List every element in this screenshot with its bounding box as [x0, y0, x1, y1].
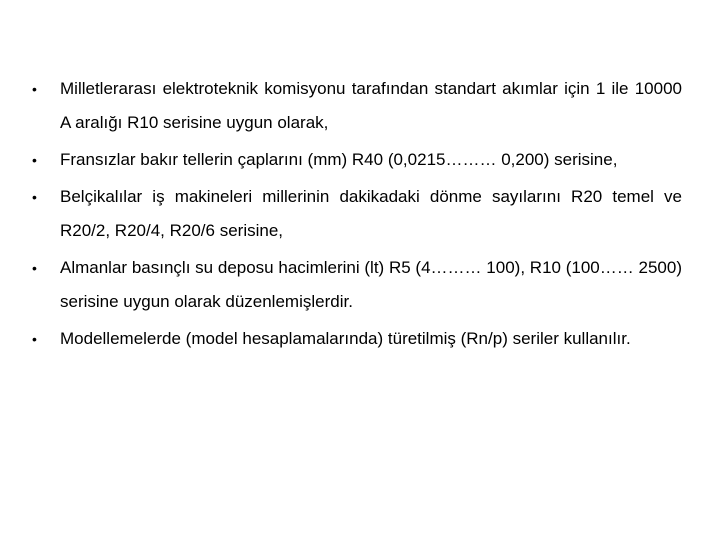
- bullet-text: Milletlerarası elektroteknik komisyonu tarafından standart akımlar için 1 ile 10000 A aralığı R10 serisine uygun olarak,: [60, 79, 682, 132]
- bullet-text: Modellemelerde (model hesaplamalarında) türetilmiş (Rn/p) seriler kullanılır.: [60, 329, 631, 348]
- bullet-item-german-tanks: [32, 251, 682, 319]
- bullet-item-belgian-shafts: [32, 180, 682, 248]
- bullet-marker: •: [32, 152, 37, 168]
- bullet-item-french-wire: [32, 143, 682, 177]
- bullet-text: Fransızlar bakır tellerin çaplarını (mm) R40 (0,0215……… 0,200) serisine,: [60, 150, 618, 169]
- bullet-marker: •: [32, 260, 37, 276]
- bullet-item-modelling: [32, 322, 682, 356]
- bullet-marker: •: [32, 189, 37, 205]
- bullet-marker: •: [32, 331, 37, 347]
- bullet-marker: •: [32, 81, 37, 97]
- bullet-text: Almanlar basınçlı su deposu hacimlerini (lt) R5 (4……… 100), R10 (100…… 2500) serisine uygun olarak düzenlemişlerdir.: [60, 258, 682, 311]
- bullet-item-iec-currents: [32, 72, 682, 140]
- bullet-text: Belçikalılar iş makineleri millerinin dakikadaki dönme sayılarını R20 temel ve R20/2, R20/4, R20/6 serisine,: [60, 187, 682, 240]
- bullet-list: [32, 72, 682, 359]
